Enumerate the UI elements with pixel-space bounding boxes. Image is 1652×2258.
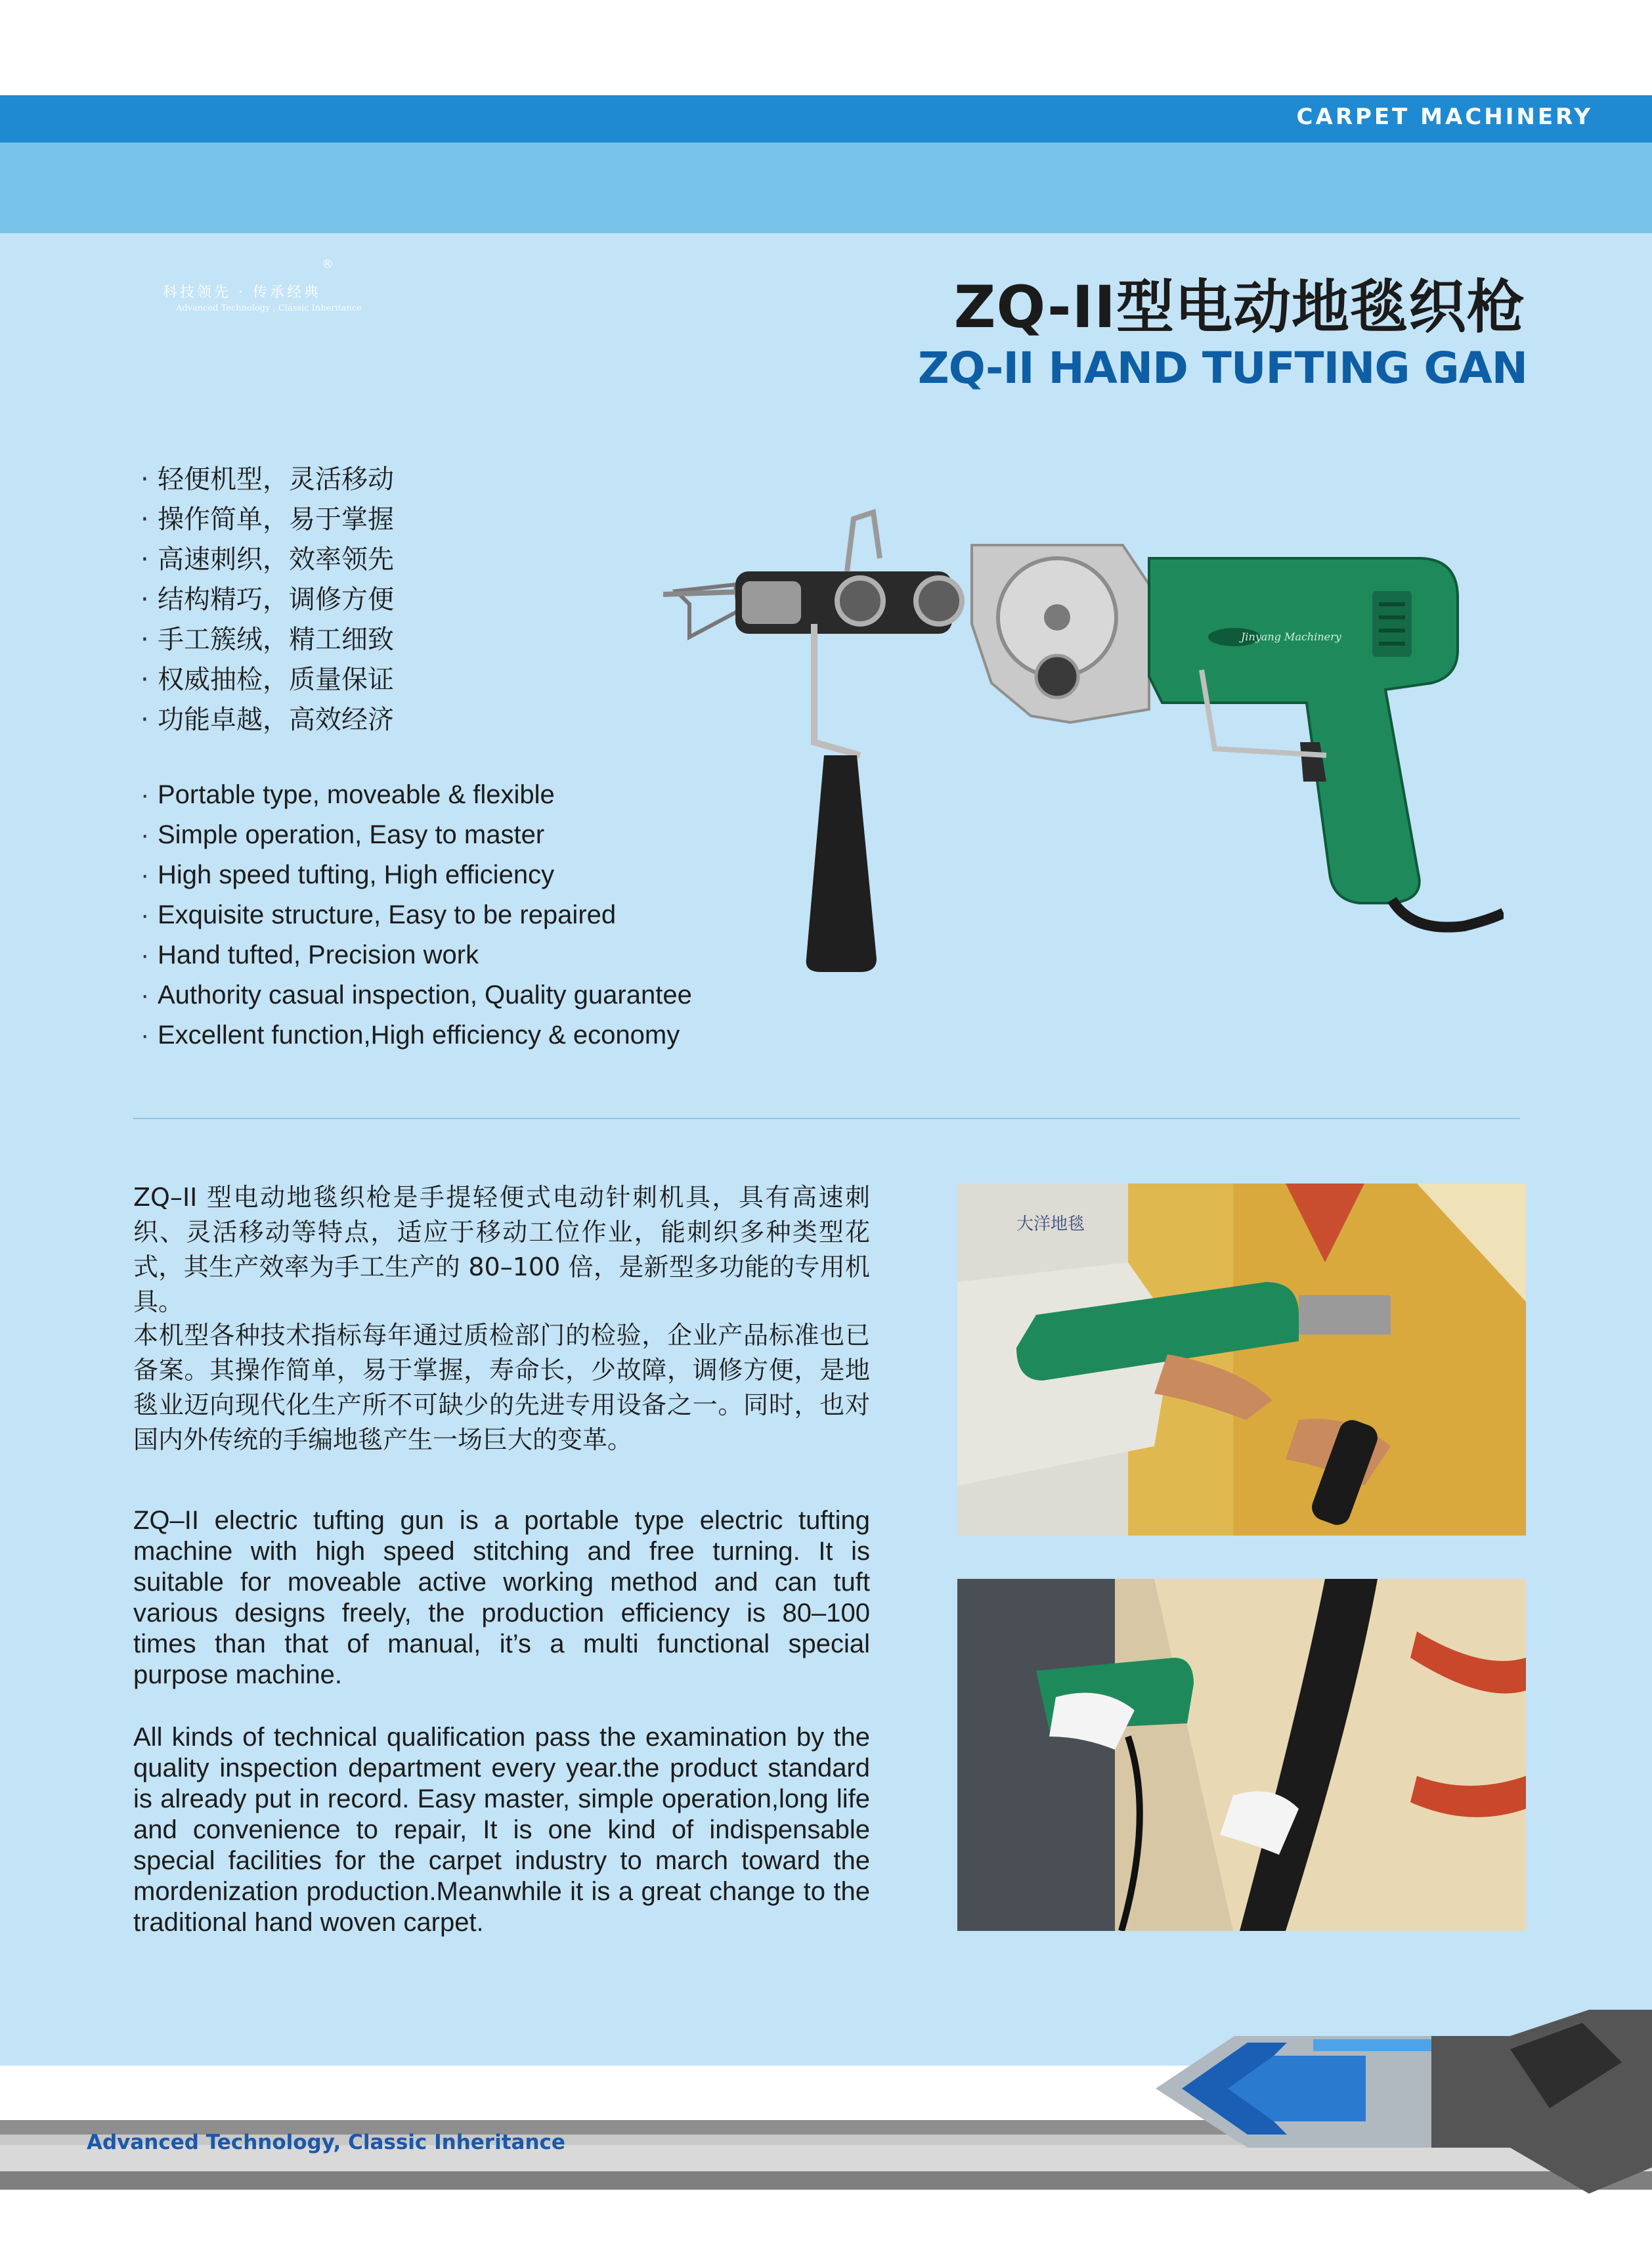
footer-tagline: Advanced Technology, Classic Inheritance <box>87 2131 565 2154</box>
description-cn-paragraph-2: 本机型各种技术指标每年通过质检部门的检验，企业产品标准也已备案。其操作简单，易于掌握，寿命长，少故障，调修方便，是地毯业迈向现代化生产所不可缺少的先进专用设备之一。同时，也对国内外传统的手编地毯产生一场巨大的变革。 <box>133 1321 870 1454</box>
feature-text: 功能卓越，高效经济 <box>158 705 394 735</box>
feature-text: 权威抽检，质量保证 <box>158 665 394 695</box>
feature-item-en <box>138 975 692 1015</box>
feature-item-cn <box>138 460 394 500</box>
header-light-band <box>0 143 1652 233</box>
feature-item-en <box>138 775 692 815</box>
usage-photo-1-image <box>957 1184 1526 1536</box>
feature-item-en <box>138 1015 692 1055</box>
feature-text: 轻便机型，灵活移动 <box>158 464 394 495</box>
feature-text: 高速刺织，效率领先 <box>158 544 394 575</box>
feature-text: Simple operation, Easy to master <box>158 820 545 849</box>
bullet-dot-icon: · <box>141 504 149 535</box>
feature-list-en <box>138 775 692 1055</box>
product-title-cn: ZQ-II型电动地毯织枪 <box>953 273 1525 341</box>
feature-item-cn <box>138 580 394 620</box>
feature-text: Hand tufted, Precision work <box>158 941 479 969</box>
section-divider <box>133 1118 1520 1119</box>
side-handle <box>806 755 877 972</box>
footer-graphic <box>0 2010 1652 2226</box>
logo-slogan-cn: 科技领先 · 传承经典 <box>163 284 321 301</box>
feature-text: Excellent function,High efficiency & economy <box>158 1021 680 1050</box>
feature-text: Portable type, moveable & flexible <box>158 780 555 809</box>
tufting-gun-image <box>663 506 1504 972</box>
logo-registered-mark: ® <box>322 257 334 271</box>
feature-item-cn <box>138 660 394 700</box>
feature-item-en <box>138 895 692 935</box>
logo-slogan-en: Advanced Technology , Classic Inheritance <box>176 303 362 313</box>
bullet-dot-icon: · <box>141 544 149 575</box>
bullet-dot-icon: · <box>141 625 149 655</box>
feature-text: High speed tufting, High efficiency <box>158 860 555 889</box>
feature-item-en <box>138 935 692 975</box>
feature-text: Exquisite structure, Easy to be repaired <box>158 900 617 929</box>
feature-item-en <box>138 855 692 895</box>
feature-item-cn <box>138 500 394 540</box>
bullet-dot-icon: · <box>141 900 150 929</box>
bullet-dot-icon: · <box>141 981 150 1009</box>
usage-photo-2 <box>957 1579 1526 1931</box>
bullet-dot-icon: · <box>141 705 149 735</box>
bullet-dot-icon: · <box>141 860 150 889</box>
feature-text: Authority casual inspection, Quality guarantee <box>158 981 692 1009</box>
description-cn-paragraph-1: ZQ–II 型电动地毯织枪是手提轻便式电动针刺机具，具有高速刺织、灵活移动等特点，适应于移动工位作业，能刺织多种类型花式，其生产效率为手工生产的 80–100 倍，是新型多功能的专用机具。 <box>133 1183 870 1316</box>
usage-photo-1 <box>957 1184 1526 1536</box>
feature-list-cn <box>138 460 394 740</box>
feature-item-en <box>138 815 692 855</box>
feature-item-cn <box>138 620 394 660</box>
feature-text: 操作简单，易于掌握 <box>158 504 394 535</box>
bullet-dot-icon: · <box>141 820 150 849</box>
description-en-paragraph-1: ZQ–II electric tufting gun is a portable type electric tufting machine with high speed stitching and free turning. It is suitable for moveable active working method and can tuft various designs freely, the production efficiency is 80–100 times than that of manual, it’s a multi functional special purpose machine. <box>133 1506 870 1689</box>
feature-item-cn <box>138 700 394 740</box>
description-en-paragraph-2: All kinds of technical qualification pass the examination by the quality inspection department every year.the product standard is already put in record. Easy master, simple operation,long life and convenience to repair, It is one kind of indispensable special facilities for the carpet industry to march toward the mordenization production.Meanwhile it is a great change to the traditional hand woven carpet. <box>133 1723 870 1937</box>
photo-badge-text: 大洋地毯 <box>1016 1214 1085 1234</box>
header-section-label: CARPET MACHINERY <box>1296 104 1593 130</box>
bullet-dot-icon: · <box>141 665 149 695</box>
usage-photo-2-image <box>957 1579 1526 1931</box>
gun-nameplate: Jinyang Machinery <box>1241 631 1341 643</box>
product-title-en: ZQ-II HAND TUFTING GAN <box>917 343 1527 393</box>
bullet-dot-icon: · <box>141 780 150 809</box>
bullet-dot-icon: · <box>141 585 149 615</box>
bullet-dot-icon: · <box>141 941 150 969</box>
feature-text: 手工簇绒，精工细致 <box>158 625 394 655</box>
feature-text: 结构精巧，调修方便 <box>158 585 394 615</box>
feature-item-cn <box>138 540 394 580</box>
bullet-dot-icon: · <box>141 1021 150 1050</box>
bullet-dot-icon: · <box>141 464 149 495</box>
